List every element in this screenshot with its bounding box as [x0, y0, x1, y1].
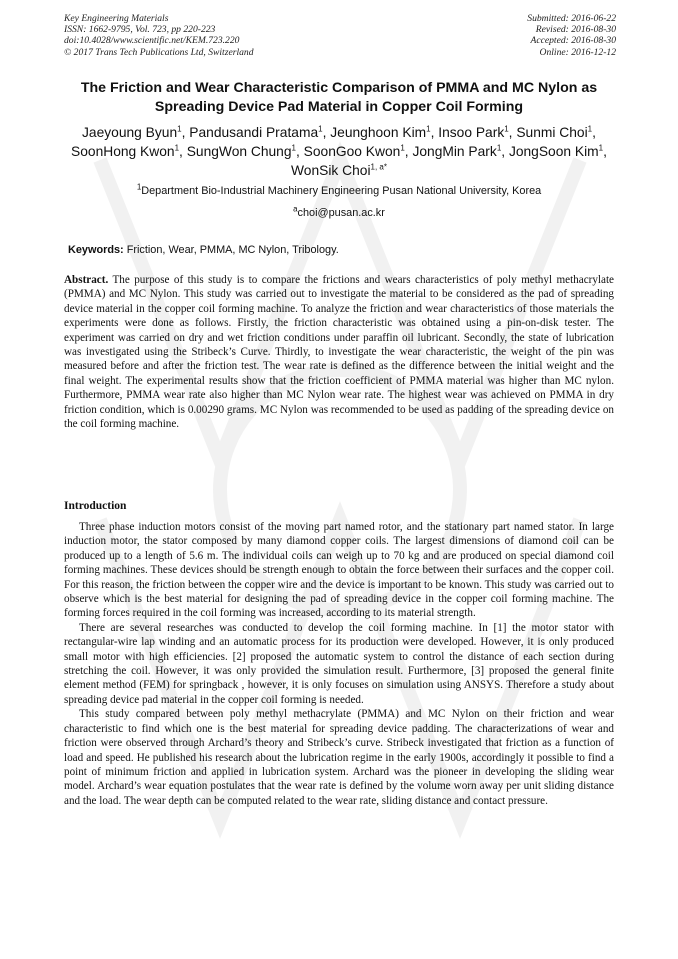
journal-doi: doi:10.4028/www.scientific.net/KEM.723.220 — [64, 35, 240, 47]
keywords-text: Friction, Wear, PMMA, MC Nylon, Tribology. — [126, 244, 339, 256]
affiliation-mark: 1 — [136, 182, 142, 192]
author-affiliation-mark: 1 — [174, 143, 180, 153]
author-name: Sunmi Choi — [516, 125, 588, 140]
affiliation-text: Department Bio-Industrial Machinery Engineering Pusan National University, Korea — [141, 185, 542, 197]
paper-title: The Friction and Wear Characteristic Comparison of PMMA and MC Nylon as Spreading Device Pad Material in Copper Coil Forming — [80, 80, 598, 115]
author-name: WonSik Choi — [291, 163, 371, 178]
contact-email — [60, 206, 618, 220]
author-affiliation-mark: 1 — [177, 124, 182, 134]
author-separator: , — [181, 125, 190, 140]
intro-paragraph: Three phase induction motors consist of the moving part named rotor, and the stationary part named stator. In large induction motor, the stator composed by many diamond copper coils. The largest dimensions of diamond coil can be produced up to a length of 5.6 m. The individual coils can weigh up to 70 kg and are produced on special diamond coil forming machines. These devices should be strength enough to obtain the force between their surfaces and the copper coil. For this reason, the friction between the copper wire and the device is important to be known. This study was carried out to observe which is the best material for designing the pad of spreading device in the copper coil forming machine. The forming forces required in the coil forming was increased, according to its material strength. — [64, 521, 614, 620]
author-affiliation-mark: 1 — [504, 124, 509, 134]
author-name: Insoo Park — [438, 125, 505, 140]
author-name: JongSoon Kim — [508, 144, 599, 159]
abstract-text: The purpose of this study is to compare the frictions and wears characteristics of poly methyl methacrylate (PMMA) and MC Nylon. This study was carried out to investigate the material to be considered as the pad of spreading device material in the copper coil forming machine. To analyze the friction and wear characteristics of those materials the experiments were done as follows. Firstly, the friction characteristic was obtained using a pin-on-disk tester. The experiment was carried on dry and wet friction conditions under paraffin oil lubricant. Secondly, the state of lubrication was investigated using the Stribeck’s Curve. Thirdly, to investigate the wear characteristic, the weight of the pin was measured before and after the friction test. The wear rate is defined as the difference between the initial weight and the final weight. The experimental results show that the friction coefficient of PMMA material was higher than MC nylon. Furthermore, PMMA wear rate also higher than MC Nylon wear rate. The highest wear was achieved on PMMA in dry friction condition, which is 0.00290 grams. MC Nylon was recommended to be used as padding of the spreading device on the coil forming machine. — [64, 274, 614, 431]
author — [304, 144, 413, 159]
date-online: Online: 2016-12-12 — [539, 46, 616, 58]
author-separator: , — [179, 144, 187, 159]
date-revised: Revised: 2016-08-30 — [535, 24, 616, 36]
author-name: SoonHong Kwon — [71, 144, 175, 159]
author — [82, 125, 189, 140]
author — [438, 125, 516, 140]
author — [330, 125, 438, 140]
journal-issn: ISSN: 1662-9795, Vol. 723, pp 220-223 — [64, 24, 216, 36]
affiliation — [60, 184, 618, 198]
keywords-label: Keywords: — [68, 244, 124, 256]
author-affiliation-mark: 1 — [291, 143, 296, 153]
date-accepted: Accepted: 2016-08-30 — [530, 35, 616, 47]
author-separator: , — [603, 144, 607, 159]
author-name: Jeunghoon Kim — [330, 125, 427, 140]
author-name: Jaeyoung Byun — [82, 125, 178, 140]
author-name: JongMin Park — [412, 144, 497, 159]
author-separator: , — [404, 144, 413, 159]
author-list — [60, 123, 618, 180]
author-affiliation-mark: 1 — [496, 143, 502, 153]
abstract-label: Abstract. — [64, 274, 109, 286]
email-mark: a — [293, 204, 298, 214]
introduction-heading: Introduction — [64, 500, 127, 512]
author-separator: , — [322, 125, 331, 140]
author — [412, 144, 508, 159]
author-separator: , — [501, 144, 509, 159]
author-affiliation-mark: 1, a* — [370, 162, 387, 172]
author-name: Pandusandi Pratama — [189, 125, 319, 140]
author-name: SoonGoo Kwon — [303, 144, 401, 159]
author-separator: , — [430, 125, 439, 140]
author — [516, 125, 596, 140]
abstract — [64, 273, 614, 431]
author-separator: , — [296, 144, 304, 159]
journal-info — [64, 13, 254, 58]
author-affiliation-mark: 1 — [318, 124, 323, 134]
author-affiliation-mark: 1 — [400, 143, 405, 153]
author — [291, 163, 387, 178]
author — [509, 144, 607, 159]
keywords — [68, 243, 339, 257]
author — [71, 144, 187, 159]
date-submitted: Submitted: 2016-06-22 — [527, 13, 616, 24]
intro-paragraph: There are several researches was conducted to develop the coil forming machine. In [1] the motor stator with rectangular-wire lap winding and an automatic process for its production were developed. However, it is only produced small motor with high efficiencies. [2] proposed the automatic system to control the distance of each section during stretching the coil. However, it was only provided the simulation result. Furthermore, [3] proposed the general finite element method (FEM) for springback , however, it is only focuses on simulation using ANSYS. Therefore a study about spreading device pad material in the copper coil forming is needed. — [64, 621, 614, 706]
author — [187, 144, 304, 159]
email-address[interactable]: choi@pusan.ac.kr — [297, 207, 385, 219]
author — [189, 125, 330, 140]
author-affiliation-mark: 1 — [598, 143, 604, 153]
introduction-body — [64, 520, 614, 808]
intro-paragraph: This study compared between poly methyl methacrylate (PMMA) and MC Nylon on their friction and wear characteristic to find which one is the best material for spreading device padding. The characterizations of wear and friction were observed through Archard’s theory and Stribeck’s curve. Stribeck investigated that friction as a function of load and speed. He published his research about the lubrication regime in the early 1900s, accordingly it possible to find a point of minimum friction and applied in lubrication system. Archard was the pioneer in developing the sliding wear model. Archard’s wear equation postulates that the wear rate is defined by the volume worn away per unit sliding distance and the load. The wear depth can be computed related to the wear rate, sliding distance and contact pressure. — [64, 708, 614, 807]
author-affiliation-mark: 1 — [587, 124, 593, 134]
author-affiliation-mark: 1 — [426, 124, 431, 134]
journal-copyright: © 2017 Trans Tech Publications Ltd, Switzerland — [64, 46, 254, 58]
journal-name: Key Engineering Materials — [64, 13, 169, 24]
author-separator: , — [508, 125, 517, 140]
publication-dates — [527, 13, 616, 58]
author-name: SungWon Chung — [186, 144, 292, 159]
author-separator: , — [592, 125, 596, 140]
